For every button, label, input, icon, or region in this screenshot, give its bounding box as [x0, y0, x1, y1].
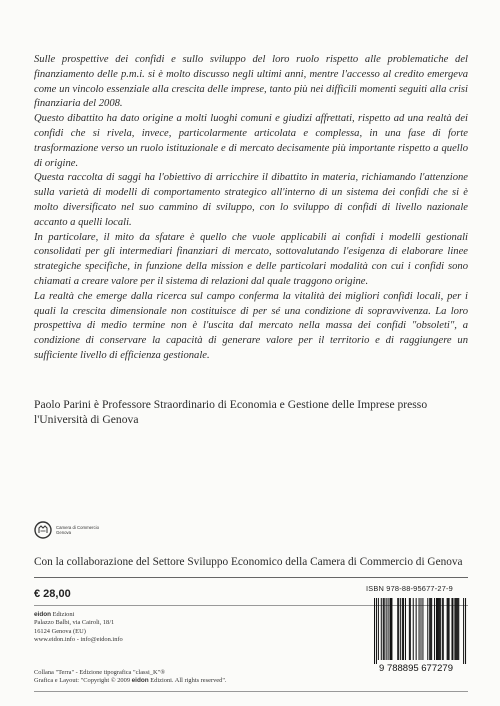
barcode-bar: [378, 598, 379, 660]
series-line-1: Collana "Terra" - Edizione tipografica "classi_K"®: [34, 669, 166, 676]
barcode-bar: [400, 598, 401, 660]
barcode-bar: [449, 598, 450, 660]
description-paragraph-4: In particolare, il mito da sfatare è quello che vuole applicabili ai confidi i modelli gestionali consolidati per gli intermediari finanziari di mercato, sottovalutando l'esigenza di elaborare linee strategiche specifiche, in funzione della mission e delle particolari modalità con cui i confidi sono chiamati a creare valore per il sistema di relazioni dal quale traggono origine.: [34, 231, 468, 287]
isbn-label: ISBN 978-88-95677-27-9: [366, 584, 453, 593]
divider-top: [34, 577, 468, 578]
barcode-bar: [413, 598, 414, 660]
barcode-bar: [454, 598, 455, 660]
description-text: [34, 53, 468, 364]
barcode-bar: [456, 598, 457, 660]
publisher-info: [34, 611, 123, 645]
series-line-2: [34, 677, 227, 685]
author-bio: Paolo Parini è Professore Straordinario di Economia e Gestione delle Imprese presso l'Università di Genova: [34, 398, 428, 427]
barcode-bar: [409, 598, 410, 660]
barcode-bar: [405, 598, 406, 660]
collaboration-credit: Con la collaborazione del Settore Sviluppo Economico della Camera di Commercio di Genova: [34, 556, 463, 568]
barcode-bar: [436, 598, 437, 660]
barcode-bar: [438, 598, 439, 660]
publisher-name: [34, 611, 123, 619]
barcode-bar: [398, 598, 399, 660]
publisher-web: www.eidon.info - info@eidon.info: [34, 636, 123, 644]
barcode-bar: [381, 598, 382, 660]
barcode-bar: [442, 598, 443, 660]
barcode-bar: [451, 598, 452, 660]
barcode-bar: [437, 598, 438, 660]
barcode-bar: [434, 598, 435, 660]
barcode-bars: [374, 598, 466, 664]
barcode-bar: [448, 598, 449, 660]
barcode-bar: [403, 598, 404, 660]
publisher-city: 16124 Genova (EU): [34, 627, 86, 635]
barcode-bar: [439, 598, 440, 660]
barcode-bar: [465, 598, 466, 664]
barcode-bar: [455, 598, 456, 660]
series-line-2-prefix: Grafica e Layout: "Copyright © 2009: [34, 677, 132, 685]
description-paragraph-5: La realtà che emerge dalla ricerca sul campo conferma la vitalità dei migliori confidi locali, per i quali la crescita dimensionale non costituisce di per sé una condizione di sopravvivenza. La loro prospettiva di medio termine non è l'uscita dal mercato nella massa dei confidi "obsoleti", a condizione di conservare la capacità di generare valore per il territorio e di raggiungere un sufficiente livello di efficienza gestionale.: [34, 290, 468, 361]
barcode-bar: [420, 598, 421, 660]
barcode-bar: [410, 598, 411, 660]
barcode-bar: [391, 598, 392, 660]
barcode-digits: 9 788895 677279: [379, 663, 453, 674]
chamber-of-commerce-logo: [34, 521, 99, 539]
barcode-bar: [431, 598, 432, 660]
series-line-2-suffix: Edizioni. All rights reserved".: [148, 677, 227, 685]
barcode-bar: [443, 598, 444, 660]
description-paragraph-1: Sulle prospettive dei confidi e sullo sviluppo del loro ruolo rispetto alle problematiche del finanziamento delle p.m.i. si è molto discusso negli ultimi anni, mentre l'accesso al credito emergeva come un vincolo essenziale alla crescita delle imprese, tanto più nei difficili momenti seguiti alla crisi finanziaria del 2008.: [34, 54, 468, 110]
barcode-bar: [390, 598, 391, 660]
barcode-bar: [402, 598, 403, 660]
barcode-bar: [458, 598, 459, 660]
divider-bottom: [34, 691, 468, 692]
chamber-logo-text: [56, 525, 99, 535]
barcode-bar: [389, 598, 390, 660]
publisher-address: Palazzo Balbi, via Cairoli, 18/1: [34, 619, 115, 627]
barcode-bar: [427, 598, 428, 660]
series-brand: eidon: [131, 677, 149, 685]
barcode-bar: [374, 598, 375, 664]
barcode-bar: [376, 598, 377, 664]
price-label: € 28,00: [34, 588, 71, 600]
publisher-brand-suffix: Edizioni: [51, 611, 75, 618]
barcode-bar: [416, 598, 417, 660]
chamber-logo-line-1: Camera di Commercio: [56, 525, 99, 530]
barcode-bar: [422, 598, 423, 660]
barcode-bar: [457, 598, 458, 660]
publisher-brand: eidon: [34, 611, 52, 618]
barcode-bar: [429, 598, 430, 660]
barcode-bar: [388, 598, 389, 660]
barcode-bar: [383, 598, 384, 660]
barcode-bar: [463, 598, 464, 664]
series-info: [34, 669, 227, 686]
barcode-bar: [440, 598, 441, 660]
chamber-logo-line-2: Genova: [56, 530, 72, 535]
isbn-barcode: [364, 598, 468, 674]
chamber-of-commerce-emblem-icon: [34, 521, 52, 539]
description-paragraph-2: Questo dibattito ha dato origine a molti luoghi comuni e giudizi affrettati, rispetto ad una realtà dei confidi che si rivela, invece, particolarmente articolata e complessa, in una fase di forte trasformazione verso un ruolo istituzionale e di mercato decisamente più importante rispetto a quello di origine.: [34, 113, 468, 169]
barcode-bar: [447, 598, 448, 660]
barcode-bar: [419, 598, 420, 660]
barcode-bar: [430, 598, 431, 660]
barcode-bar: [397, 598, 398, 660]
barcode-bar: [386, 598, 387, 660]
barcode-bar: [452, 598, 453, 660]
barcode-bar: [384, 598, 385, 660]
description-paragraph-3: Questa raccolta di saggi ha l'obiettivo di arricchire il dibattito in materia, richiamando l'attenzione sulla varietà di modelli di comportamento strategico all'interno di un sistema dei confidi che si è molto diversificato nel suo cammino di sviluppo, con lo sviluppo di confidi di livello nazionale accanto a quelli locali.: [34, 172, 468, 228]
